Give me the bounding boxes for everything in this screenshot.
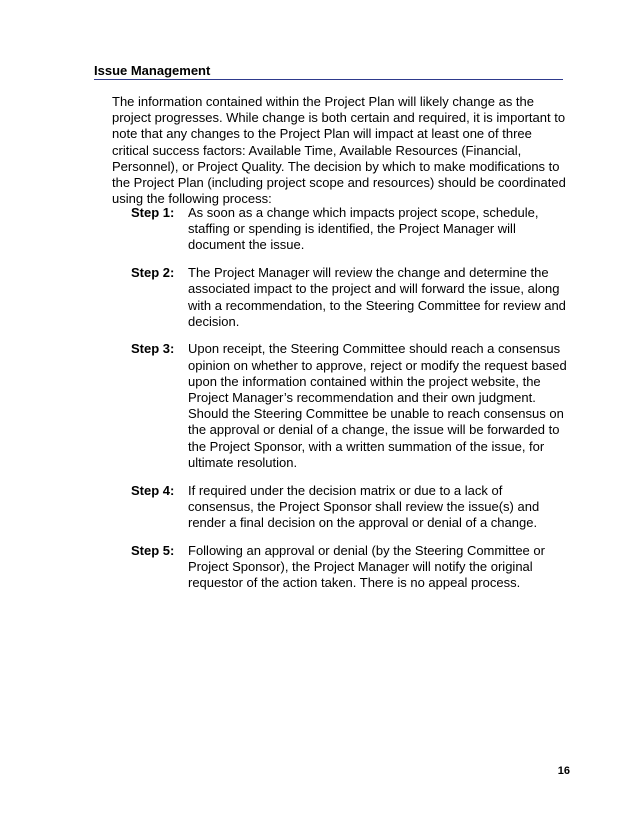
step-text: Following an approval or denial (by the Steering Committee or Project Sponsor), the Project Manager will notify the original requestor of the action taken. There is no appeal process.	[188, 542, 545, 591]
step-item	[131, 483, 567, 532]
step-text: Upon receipt, the Steering Committee should reach a consensus opinion on whether to approve, reject or modify the request based upon the information contained within the project website, the Project Manager’s recommendation and their own judgment. Should the Steering Committee be unable to reach consensus on the approval or denial of a change, the issue will be forwarded to the Project Sponsor, with a written summation of the issue, for ultimate resolution.	[188, 341, 567, 470]
step-text: As soon as a change which impacts project scope, schedule, staffing or spending is identified, the Project Manager will document the issue.	[188, 205, 539, 253]
step-label: Step 5:	[131, 542, 175, 558]
step-item	[131, 265, 567, 330]
section-heading: Issue Management	[94, 63, 211, 78]
step-label: Step 1:	[131, 205, 175, 220]
process-steps	[131, 205, 567, 603]
page-number: 16	[557, 765, 570, 777]
step-text: If required under the decision matrix or due to a lack of consensus, the Project Sponsor shall review the issue(s) and render a final decision on the approval or denial of a change.	[188, 482, 540, 530]
step-label: Step 3:	[131, 341, 175, 357]
step-text: The Project Manager will review the change and determine the associated impact to the project and will forward the issue, along with a recommendation, to the Steering Committee for review and decision.	[188, 265, 566, 329]
intro-paragraph: The information contained within the Project Plan will likely change as the project progresses. While change is both certain and required, it is important to note that any changes to the Project Plan will impact at least one of three critical success factors: Available Time, Available Resources (Financial, Personnel), or Project Quality. The decision by which to make modifications to the Project Plan (including project scope and resources) should be coordinated using the following process:	[112, 94, 566, 207]
step-label: Step 2:	[131, 265, 175, 281]
step-item	[131, 341, 567, 471]
heading-underline	[94, 79, 563, 80]
step-item	[131, 205, 567, 254]
step-label: Step 4:	[131, 482, 175, 498]
step-item	[131, 543, 567, 592]
